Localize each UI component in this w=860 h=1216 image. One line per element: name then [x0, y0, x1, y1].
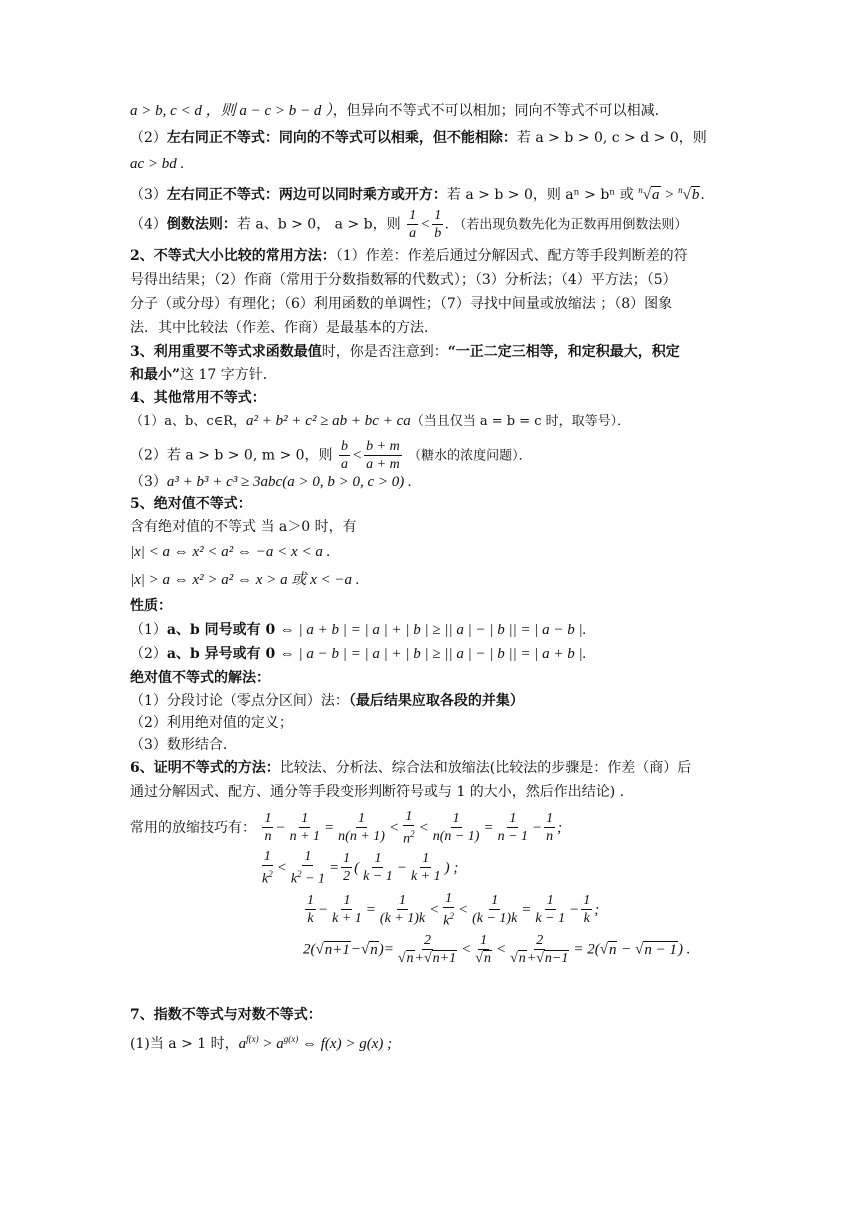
text-line: a > b, c < d ，则 a − c > b − d ），但异向不等式不可以相加；同向不等式不可以相减. — [130, 103, 660, 119]
text-line: （2）左右同正不等式：同向的不等式可以相乘，但不能相除：若 a > b > 0, c > d > 0，则 — [130, 130, 707, 146]
formula-line: 2(√n+1−√n)= $\frac{2}{√n+√n+1}$ < $\frac{1}{√n}$ < $\frac{2}{√n+√n-1}$ = 2(√n − √n − 1) . — [303, 933, 691, 966]
text-line: （2）利用绝对值的定义； — [130, 715, 293, 731]
text-line: 含有绝对值的不等式 当 a＞0 时，有 — [130, 519, 357, 535]
text-line: ac > bd . — [130, 156, 185, 172]
fraction: $\frac{1}{a}$ — [409, 208, 417, 241]
fraction: $\frac{1}{b}$ — [434, 208, 442, 241]
text-line: 和最小”这 17 字方针． — [130, 367, 277, 383]
text-line: （2）若 a > b > 0, m > 0，则 $\frac{b}{a}$ < $\frac{b + m}{a + m}$ （糖水的浓度问题）． — [130, 439, 532, 472]
section-heading: 2、不等式大小比较的常用方法：（1）作差：作差后通过分解因式、配方等手段判断差的符 — [130, 248, 688, 264]
section-heading: 5、绝对值不等式： — [130, 496, 252, 512]
text-line: （3）a³ + b³ + c³ ≥ 3abc(a > 0, b > 0, c > 0) . — [130, 474, 412, 490]
text-line: （2）a、b 异号或有 0 ⇔ | a − b | = | a | + | b | ≥ || a | − | b || = | a + b |. — [130, 646, 587, 662]
text-line: 法．其中比较法（作差、作商）是最基本的方法． — [130, 320, 438, 336]
formula-line: $\frac{1}{k}$ − $\frac{1}{k + 1}$ = $\frac{1}{(k + 1)k}$ < $\frac{1}{k^2}$ < $\frac{1}{(k - 1)k}$ = $\frac{1}{k - 1}$ − $\frac{1}{k}$ ; — [307, 891, 600, 929]
text-line: 通过分解因式、配方、通分等手段变形判断符号或与 1 的大小，然后作出结论) ． — [130, 784, 634, 800]
text-line: （1）分段讨论（零点分区间）法：（最后结果应取各段的并集） — [130, 693, 524, 709]
section-heading: 3、利用重要不等式求函数最值时，你是否注意到：“一正二定三相等，和定积最大，积定 — [130, 344, 680, 360]
formula-line: 常用的放缩技巧有： $\frac{1}{n}$ − $\frac{1}{n + 1}$ = $\frac{1}{n(n + 1)}$ < $\frac{1}{n^2}$ < $\frac{1}{n(n - 1)}$ = $\frac{1}{n - 1}$ − $\frac{1}{n}$ ; — [130, 809, 563, 847]
text-line: （4）倒数法则：若 a、b > 0， a > b，则 $\frac{1}{a}$ < $\frac{1}{b}$ . （若出现负数先化为正数再用倒数法则） — [130, 208, 688, 241]
fraction: $\frac{b + m}{a + m}$ — [366, 439, 400, 472]
formula-line: |x| < a ⇔ x² < a² ⇔ −a < x < a . — [130, 544, 331, 560]
section-heading: 7、指数不等式与对数不等式： — [130, 1007, 322, 1023]
text-line: 号得出结果；（2）作商（常用于分数指数幂的代数式）；（3）分析法；（4）平方法；（5） — [130, 272, 677, 288]
section-heading: 性质： — [130, 598, 172, 614]
text-line: （3）左右同正不等式：两边可以同时乘方或开方：若 a > b > 0，则 aⁿ > bⁿ 或 $^n$√a > $^n$√b. — [130, 185, 705, 203]
formula-line: |x| > a ⇔ x² > a² ⇔ x > a 或 x < −a . — [130, 572, 360, 588]
text-line: 分子（或分母）有理化；（6）利用函数的单调性；（7）寻找中间量或放缩法 ；（8）图象 — [130, 296, 673, 312]
formula-line: $\frac{1}{k^2}$ < $\frac{1}{k^2 - 1}$ = $\frac{1}{2}$ ( $\frac{1}{k - 1}$ − $\frac{1}{k + 1}$ ) ; — [262, 849, 459, 887]
section-heading: 4、其他常用不等式： — [130, 390, 266, 406]
fraction: $\frac{b}{a}$ — [341, 439, 349, 472]
text-line: （1）a、b 同号或有 0 ⇔ | a + b | = | a | + | b | ≥ || a | − | b || = | a − b |. — [130, 622, 587, 638]
formula-line: (1)当 a > 1 时，$a^{f(x)} > a^{g(x)}$ ⇔ f(x) > g(x) ; — [130, 1034, 393, 1052]
text-line: （1）a、b、c∈R，a² + b² + c² ≥ ab + bc + ca（当且仅当 a = b = c 时，取等号）． — [130, 413, 631, 429]
section-heading: 6、证明不等式的方法：比较法、分析法、综合法和放缩法(比较法的步骤是：作差（商）后 — [130, 760, 692, 776]
nth-root-inequality: $^n$√a > $^n$√b — [638, 185, 700, 203]
section-heading: 绝对值不等式的解法： — [130, 670, 270, 686]
text-line: （3）数形结合. — [130, 737, 228, 753]
